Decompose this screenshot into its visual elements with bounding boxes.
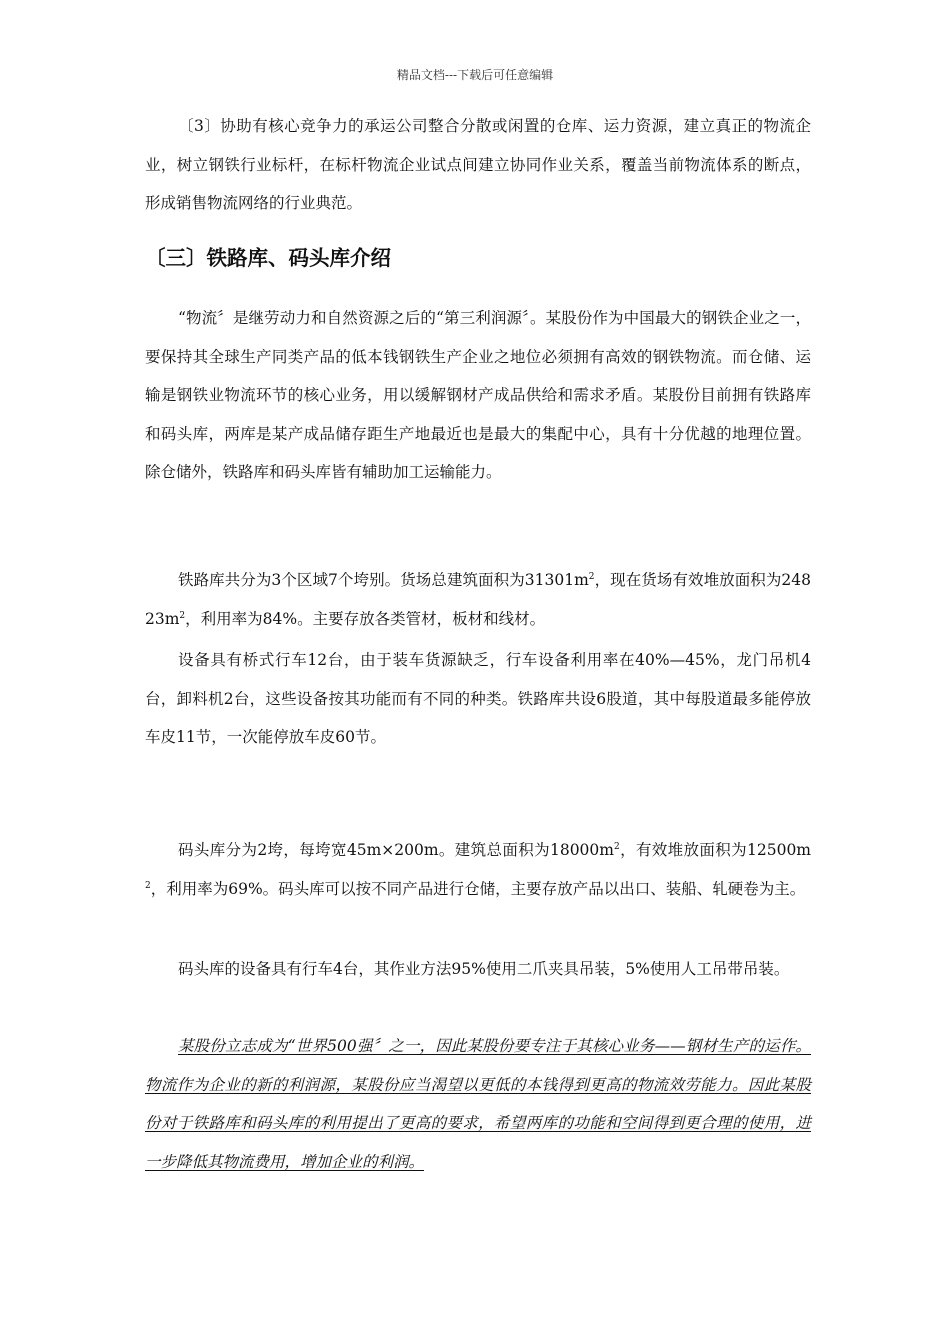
- section-heading: 〔三〕铁路库、码头库介绍: [145, 246, 391, 270]
- page-header: 精品文档---下载后可任意编辑: [396, 68, 554, 82]
- paragraph-logistics-intro: “物流〞是继劳动力和自然资源之后的“第三利润源〞。某股份作为中国最大的钢铁企业之一，要保持其全球生产同类产品的低本钱钢铁生产企业之地位必须拥有高效的钢铁物流。而仓储、运输是钢铁业物流环节的核心业务，用以缓解钢材产成品供给和需求矛盾。某股份目前拥有铁路库和码头库，两库是某产成品储存距生产地最近也是最大的集配中心，具有十分优越的地理位置。除仓储外，铁路库和码头库皆有辅助加工运输能力。: [145, 309, 811, 481]
- superscript-2: 2: [588, 571, 595, 582]
- dock-effective-area-text: ，有效堆放面积为12500m: [619, 841, 811, 859]
- dock-area-text: 码头库分为2垮，每垮宽45m×200m。建筑总面积为18000m: [178, 841, 614, 859]
- superscript-2: 2: [145, 880, 151, 891]
- superscript-2: 2: [179, 610, 186, 621]
- paragraph-railway-warehouse: [145, 561, 811, 638]
- railway-usage-text: ，利用率为84%。主要存放各类管材，板材和线材。: [185, 609, 546, 628]
- paragraph-dock-warehouse: [145, 831, 811, 908]
- dock-usage-text: ，利用率为69%。码头库可以按不同产品进行仓储，主要存放产品以出口、装船、轧硬卷为主。: [150, 879, 806, 898]
- railway-area-text: 铁路库共分为3个区域7个垮别。货场总建筑面积为31301m: [178, 571, 589, 589]
- paragraph-company-goal: [145, 1027, 811, 1181]
- superscript-2: 2: [613, 841, 620, 852]
- paragraph-dock-equipment: 码头库的设备具有行车4台，其作业方法95%使用二爪夹具吊装，5%使用人工吊带吊装。: [178, 960, 790, 978]
- emphasized-goal-text: 某股份立志成为“世界500强〞之一，因此某股份要专注于其核心业务——钢材生产的运作。物流作为企业的新的利润源，某股份应当渴望以更低的本钱得到更高的物流效劳能力。因此某股份对于铁路库和码头库的利用提出了更高的要求，希望两库的功能和空间得到更合理的使用，进一步降低其物流费用，增加企业的利润。: [145, 1037, 811, 1171]
- paragraph-railway-equipment: 设备具有桥式行车12台，由于装车货源缺乏，行车设备利用率在40%—45%，龙门吊机4台，卸料机2台，这些设备按其功能而有不同的种类。铁路库共设6股道，其中每股道最多能停放车皮11节，一次能停放车皮60节。: [145, 651, 811, 746]
- paragraph-logistics-goals: 〔3〕协助有核心竞争力的承运公司整合分散或闲置的仓库、运力资源，建立真正的物流企业，树立钢铁行业标杆，在标杆物流企业试点间建立协同作业关系，覆盖当前物流体系的断点，形成销售物流网络的行业典范。: [145, 117, 811, 212]
- railway-effective-area-text: ，现在货场有效堆放面积为24823m: [145, 571, 811, 628]
